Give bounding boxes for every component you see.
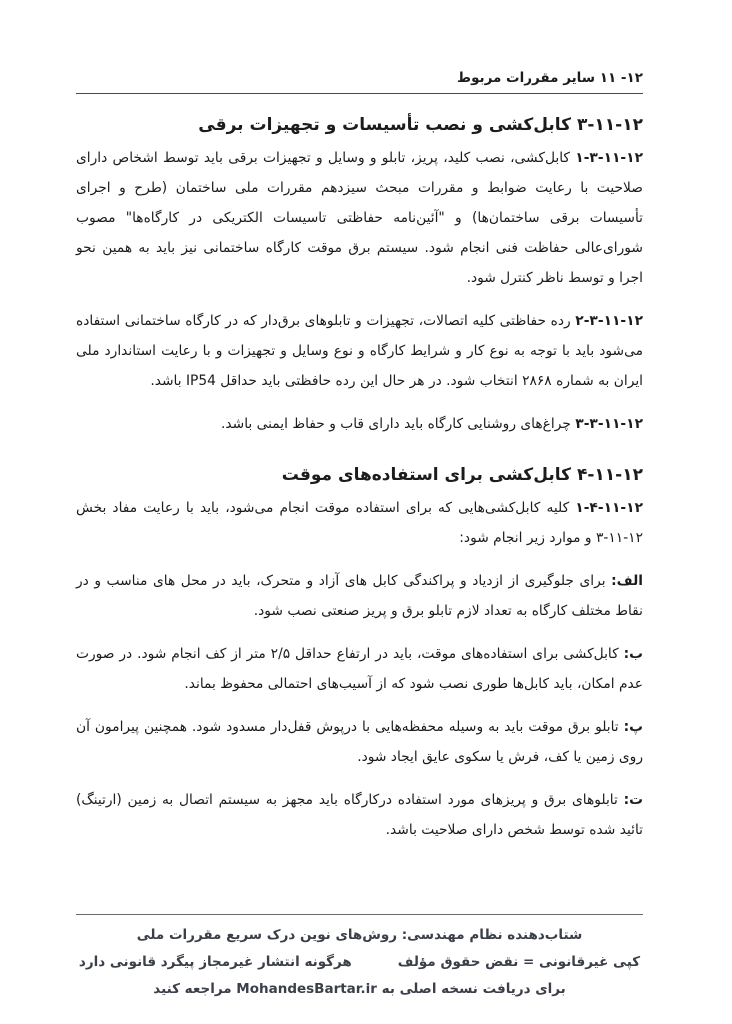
item-marker: ت:	[623, 792, 643, 808]
footer-copyright-left: هرگونه انتشار غیرمجاز پیگرد قانونی دارد	[78, 954, 352, 970]
clause-12-11-3-2	[76, 306, 643, 396]
item-text: کابل‌کشی برای استفاده‌های موقت، باید در ارتفاع حداقل ۲/۵ متر از کف انجام شود. در صورت عدم امکان، باید کابل‌ها طوری نصب شود که از آسیب‌های احتمالی محفوظ بماند.	[76, 646, 643, 692]
running-header: ۱۲‑ ۱۱ سایر مقررات مربوط	[76, 0, 643, 94]
clause-number: ۱۲‑۱۱‑۳‑۲	[575, 313, 643, 329]
list-item-te	[76, 785, 643, 845]
item-marker: ب:	[623, 646, 643, 662]
clause-text: کلیه کابل‌کشی‌هایی که برای استفاده موقت انجام می‌شود، باید با رعایت مفاد بخش ۱۲‑۱۱‑۳ و موارد زیر انجام شود:	[76, 500, 643, 546]
clause-12-11-4-1	[76, 493, 643, 553]
footer-slogan: شتاب‌دهنده نظام مهندسی: روش‌های نوین درک سریع مقررات ملی	[136, 927, 583, 943]
footer-website-line: برای دریافت نسخه اصلی به MohandesBartar.ir مراجعه کنید	[153, 981, 566, 997]
page-content	[76, 0, 643, 858]
clause-number: ۱۲‑۱۱‑۳‑۱	[575, 150, 643, 166]
clause-number: ۱۲‑۱۱‑۴‑۱	[575, 500, 643, 516]
item-text: تابلو برق موقت باید به وسیله محفظه‌هایی با درپوش قفل‌دار مسدود شود. همچنین پیرامون آن روی زمین یا کف، فرش یا سکوی عایق ایجاد شود.	[76, 719, 643, 765]
clause-number: ۱۲‑۱۱‑۳‑۳	[575, 416, 643, 432]
footer-copyright-right: کپی غیرقانونی = نقض حقوق مؤلف	[397, 954, 641, 970]
item-text: برای جلوگیری از ازدیاد و پراکندگی کابل های آزاد و متحرک، باید در محل های مناسب و در نقاط مختلف کارگاه به تعداد لازم تابلو برق و پریز صنعتی نصب شود.	[76, 573, 643, 619]
section-heading-12-11-4: ۱۲‑۱۱‑۴ کابل‌کشی برای استفاده‌های موقت	[281, 465, 643, 485]
section-heading-12-11-3: ۱۲‑۱۱‑۳ کابل‌کشی و نصب تأسیسات و تجهیزات برقی	[198, 115, 643, 135]
clause-text: چراغ‌های روشنایی کارگاه باید دارای قاب و حفاظ ایمنی باشد.	[221, 416, 571, 432]
footer-copyright	[76, 949, 643, 976]
item-marker: الف:	[611, 573, 643, 589]
page-footer	[76, 914, 643, 1003]
list-item-be	[76, 639, 643, 699]
clause-text: رده حفاظتی کلیه اتصالات، تجهیزات و تابلوهای برق‌دار که در کارگاه ساختمانی استفاده می‌شود باید با توجه به نوع کار و شرایط کارگاه و نوع وسایل و تجهیزات و با رعایت استاندارد ملی ایران به شماره ۲۸۶۸ انتخاب شود. در هر حال این رده حافظتی باید حداقل IP54 باشد.	[76, 313, 643, 389]
list-item-pe	[76, 712, 643, 772]
clause-12-11-3-3	[76, 409, 643, 439]
item-text: تابلوهای برق و پریزهای مورد استفاده درکارگاه باید مجهز به سیستم اتصال به زمین (ارتینگ) تائید شده توسط شخص دارای صلاحیت باشد.	[76, 792, 643, 838]
item-marker: پ:	[623, 719, 644, 735]
clause-12-11-3-1	[76, 143, 643, 293]
clause-text: کابل‌کشی، نصب کلید، پریز، تابلو و وسایل و تجهیزات برقی باید توسط اشخاص دارای صلاحیت با رعایت ضوابط و مقررات مبحث سیزدهم مقررات ملی ساختمان (طرح و اجرای تأسیسات برقی ساختمان‌ها) و "آئین‌نامه حفاظتی تاسیسات الکتریکی در کارگاه‌ها" مصوب شورای‌عالی حفاظت فنی انجام شود. سیستم برق موقت کارگاه ساختمانی نیز باید به همین نحو اجرا و توسط ناظر کنترل شود.	[76, 150, 643, 286]
list-item-alef	[76, 566, 643, 626]
